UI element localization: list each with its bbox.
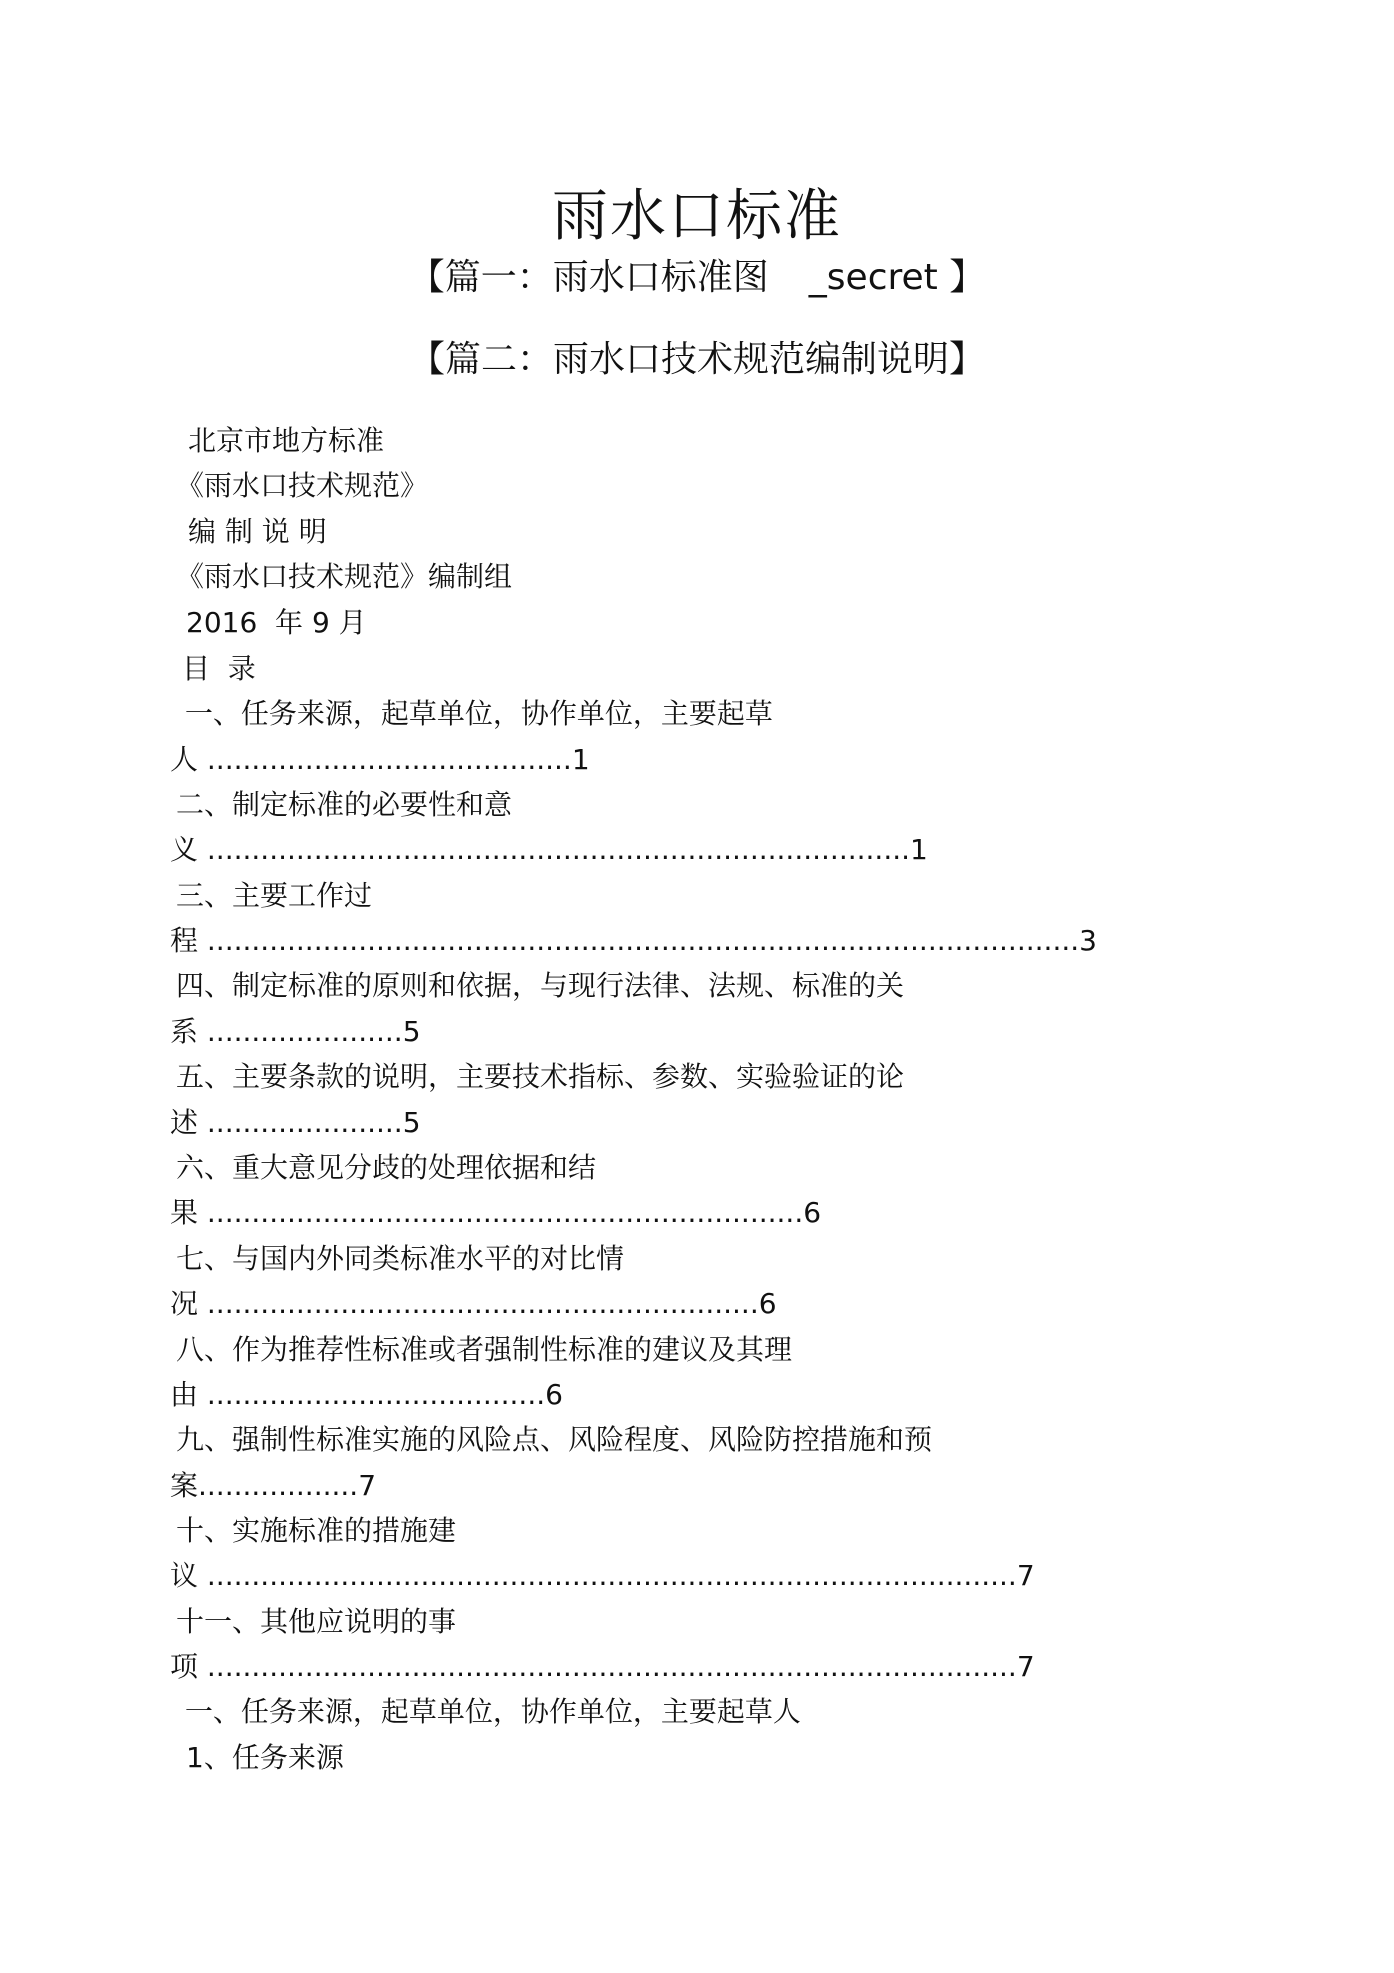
toc-entry-6-head: 六、重大意见分歧的处理依据和结	[176, 1151, 597, 1184]
part-two-heading: 【篇二：雨水口技术规范编制说明】	[408, 339, 985, 380]
toc-entry-7-tail: 况 ..............................................................6	[170, 1287, 777, 1320]
toc-entry-1-tail: 人 .........................................1	[170, 743, 590, 776]
part-one-suffix: _secret 】	[808, 257, 986, 298]
standard-type: 北京市地方标准	[188, 424, 385, 457]
toc-entry-11-tail: 项 ...........................................................................................7	[170, 1650, 1035, 1683]
toc-entry-2-head: 二、制定标准的必要性和意	[176, 788, 513, 821]
toc-entry-10-head: 十、实施标准的措施建	[176, 1514, 457, 1547]
document-title: 雨水口标准	[552, 184, 842, 249]
toc-entry-8-tail: 由 ......................................6	[170, 1378, 563, 1411]
part-one-heading	[0, 253, 1394, 303]
toc-entry-11-head: 十一、其他应说明的事	[176, 1605, 457, 1638]
toc-entry-5-head: 五、主要条款的说明，主要技术指标、参数、实验验证的论	[176, 1060, 905, 1093]
part-one-label: 【篇一：雨水口标准图	[408, 257, 769, 298]
toc-entry-7-head: 七、与国内外同类标准水平的对比情	[176, 1242, 625, 1275]
toc-entry-2-tail: 义 ...............................................................................1	[170, 833, 928, 866]
toc-entry-5-tail: 述 ......................5	[170, 1106, 421, 1139]
toc-entry-9-tail: 案..................7	[170, 1469, 377, 1502]
toc-entry-4-head: 四、制定标准的原则和依据，与现行法律、法规、标准的关	[176, 969, 905, 1002]
toc-entry-10-tail: 议 ...........................................................................................7	[170, 1559, 1035, 1592]
editing-group: 《雨水口技术规范》编制组	[176, 560, 513, 593]
toc-title: 目 录	[182, 652, 256, 685]
standard-name: 《雨水口技术规范》	[176, 469, 429, 502]
subsection-heading-1-1: 1、任务来源	[186, 1741, 344, 1774]
doc-date: 2016 年 9 月	[186, 606, 367, 639]
toc-entry-6-tail: 果 ...................................................................6	[170, 1196, 822, 1229]
toc-entry-1-head: 一、任务来源，起草单位，协作单位，主要起草	[176, 697, 773, 730]
section-heading-1: 一、任务来源，起草单位，协作单位，主要起草人	[176, 1695, 801, 1728]
toc-entry-4-tail: 系 ......................5	[170, 1015, 421, 1048]
toc-entry-3-head: 三、主要工作过	[176, 879, 373, 912]
toc-entry-9-head: 九、强制性标准实施的风险点、风险程度、风险防控措施和预	[176, 1423, 933, 1456]
doc-subtitle: 编 制 说 明	[188, 515, 327, 548]
toc-entry-3-tail: 程 ..................................................................................................3	[170, 924, 1097, 957]
toc-entry-8-head: 八、作为推荐性标准或者强制性标准的建议及其理	[176, 1333, 793, 1366]
